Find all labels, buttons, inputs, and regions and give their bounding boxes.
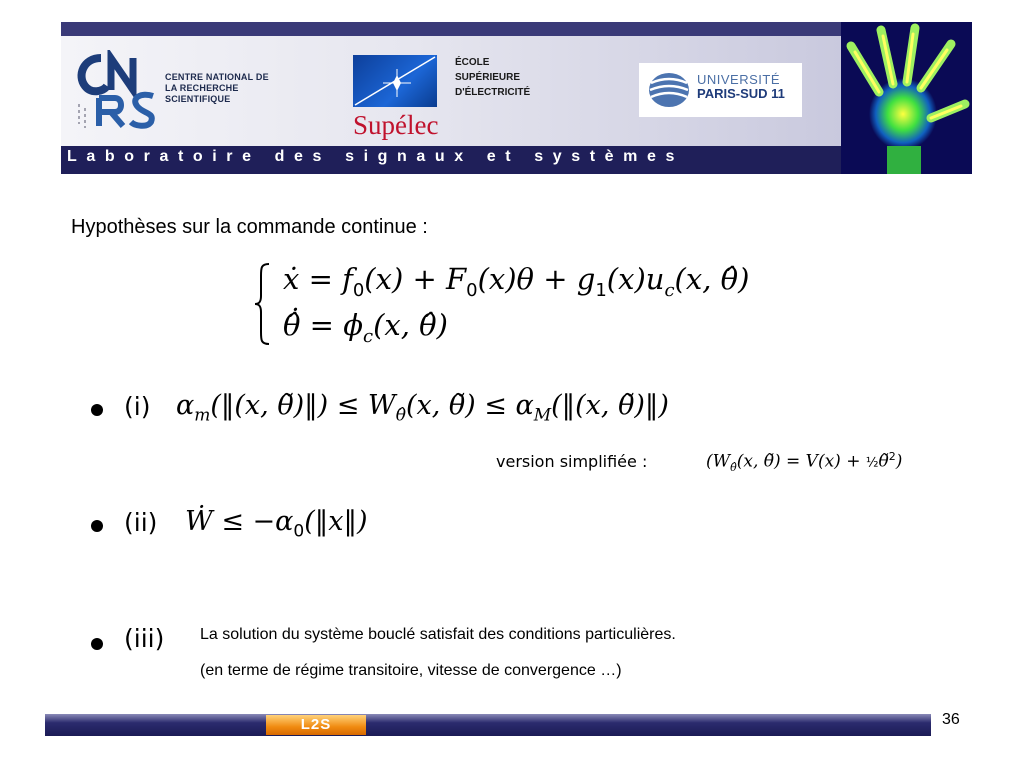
simplified-version-formula: ($W_{\thetâ}(x$, θ̃) = V(x) + ½θ̃$^2$) (706, 450, 903, 475)
supelec-logo-text: Supélec (353, 110, 439, 140)
bullet-iii-dot (91, 638, 103, 650)
supelec-logo-graphic (353, 55, 437, 107)
universite-name: PARIS-SUD 11 (697, 86, 785, 101)
bullet-iii-label: (iii) (124, 624, 165, 653)
bullet-iii-line-2: (en terme de régime transitoire, vitesse de convergence …) (200, 662, 622, 679)
banner-top-stripe (61, 22, 972, 36)
lab-name: Laboratoire des signaux et systèmes (67, 148, 684, 165)
universite-label: UNIVERSITÉ (697, 72, 781, 87)
ecole-text (455, 55, 555, 100)
ecole-line-1: ÉCOLE (455, 57, 490, 68)
equation-parameter: θ̂̇ = $\phi_c(x$, θ̂) (283, 308, 448, 347)
ecole-line-2: SUPÉRIEURE (455, 72, 521, 83)
header-banner (61, 22, 972, 174)
bullet-iii-line-1: La solution du système bouclé satisfait des conditions particulières. (200, 626, 676, 643)
intro-text: Hypothèses sur la commande continue : (71, 216, 428, 238)
ecole-line-3: D'ÉLECTRICITÉ (455, 87, 531, 98)
bullet-i-label: (i) (124, 392, 151, 421)
simplified-version-label: version simplifiée : (496, 452, 648, 471)
bullet-ii-formula: Ẇ ≤ $-\alpha_0(‖x‖)$ (185, 506, 368, 542)
page-number: 36 (942, 711, 960, 728)
cnrs-text: CENTRE NATIONAL DE LA RECHERCHE SCIENTIFIQUE (165, 72, 269, 104)
left-brace (253, 262, 273, 346)
footer-bar (45, 714, 931, 736)
cnrs-logo (71, 50, 163, 130)
bullet-ii-label: (ii) (124, 508, 158, 537)
bullet-i-formula: $\alpha_m(‖(x$, θ̃)‖) ≤ $W_{\thetâ}(x$, θ̃) ≤ $\alpha_M(‖(x$, θ̃)‖) (176, 390, 669, 426)
l2s-logo-text: L2S (300, 716, 332, 733)
hand-heatmap-image (841, 22, 972, 174)
equation-state: ẋ = $f_0(x) + F_0(x)\theta + g_1(x)u_c(x$, θ̂) (283, 262, 750, 301)
bullet-i-dot (91, 404, 103, 416)
bullet-ii-dot (91, 520, 103, 532)
